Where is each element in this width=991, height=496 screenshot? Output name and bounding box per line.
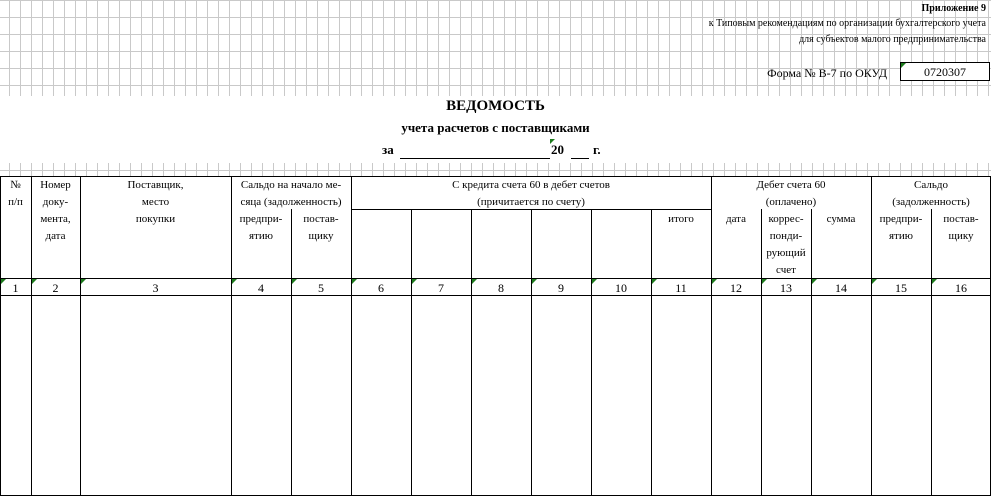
comment-marker-icon (81, 279, 86, 284)
column-number-cell[interactable]: 5 (318, 281, 324, 295)
column-number-cell[interactable]: 14 (835, 281, 847, 295)
credit-total-header: итого (668, 213, 694, 225)
comment-marker-icon (1, 279, 6, 284)
col-document-header: Номер доку- мента, дата (40, 179, 71, 242)
comment-marker-icon (812, 279, 817, 284)
col-supplier-header: Поставщик, место покупки (127, 179, 184, 225)
column-number-cell[interactable]: 6 (378, 281, 384, 295)
year-prefix: 20 (551, 142, 564, 157)
column-number-cell[interactable]: 3 (152, 281, 159, 295)
comment-marker-icon (532, 279, 537, 284)
year-input-line[interactable] (571, 158, 589, 159)
form-label: Форма № В-7 по ОКУД (767, 66, 887, 80)
debit-corr-account-header: коррес- понди- рующий счет (766, 213, 806, 276)
debit60-header: Дебет счета 60 (оплачено) (756, 179, 826, 208)
comment-marker-icon (412, 279, 417, 284)
saldo-end-header: Сальдо (задолженность) (892, 179, 970, 208)
column-number-cell[interactable]: 15 (895, 281, 907, 295)
document-subtitle: учета расчетов с поставщиками (401, 120, 590, 135)
okud-code: 0720307 (924, 65, 966, 79)
comment-marker-icon (932, 279, 937, 284)
comment-marker-icon (232, 279, 237, 284)
comment-marker-icon (550, 139, 555, 144)
comment-marker-icon (472, 279, 477, 284)
comment-marker-icon (762, 279, 767, 284)
column-number-cell[interactable]: 11 (675, 281, 687, 295)
column-number-cell[interactable]: 4 (258, 281, 264, 295)
period-input-line[interactable] (400, 158, 550, 159)
column-number-cell[interactable]: 8 (498, 281, 504, 295)
debit-sum-header: сумма (826, 213, 856, 225)
comment-marker-icon (872, 279, 877, 284)
period-prefix: за (382, 142, 394, 157)
year-suffix: г. (593, 142, 601, 157)
appendix-label: Приложение 9 (921, 3, 986, 14)
comment-marker-icon (32, 279, 37, 284)
column-number-cell[interactable]: 13 (780, 281, 792, 295)
column-number-cell[interactable]: 9 (558, 281, 564, 295)
recommendation-line-1: к Типовым рекомендациям по организации бухгалтерского учета (708, 18, 986, 29)
column-number-cell[interactable]: 2 (52, 281, 59, 295)
comment-marker-icon (352, 279, 357, 284)
comment-marker-icon (712, 279, 717, 284)
debit-date-header: дата (725, 213, 747, 225)
credit60-header: С кредита счета 60 в дебет счетов (причитается по счету) (452, 179, 610, 208)
document-title: ВЕДОМОСТЬ (446, 98, 545, 114)
col-number-header: № п/п (8, 179, 23, 208)
okud-code-box[interactable] (900, 62, 990, 81)
column-number-cell[interactable]: 7 (438, 281, 444, 295)
saldo-start-supplier-header: постав- щику (303, 213, 339, 242)
saldo-start-header: Сальдо на начало ме- сяца (задолженность) (240, 179, 342, 208)
recommendation-line-2: для субъектов малого предпринимательства (799, 34, 986, 45)
column-number-cell[interactable]: 16 (955, 281, 967, 295)
column-number-cell[interactable]: 10 (615, 281, 627, 295)
comment-marker-icon (652, 279, 657, 284)
comment-marker-icon (292, 279, 297, 284)
comment-marker-icon (592, 279, 597, 284)
saldo-end-enterprise-header: предпри- ятию (879, 213, 923, 242)
saldo-end-supplier-header: постав- щику (943, 213, 979, 242)
saldo-start-enterprise-header: предпри- ятию (239, 213, 283, 242)
column-number-cell[interactable]: 12 (730, 281, 742, 295)
column-number-cell[interactable]: 1 (12, 281, 19, 295)
